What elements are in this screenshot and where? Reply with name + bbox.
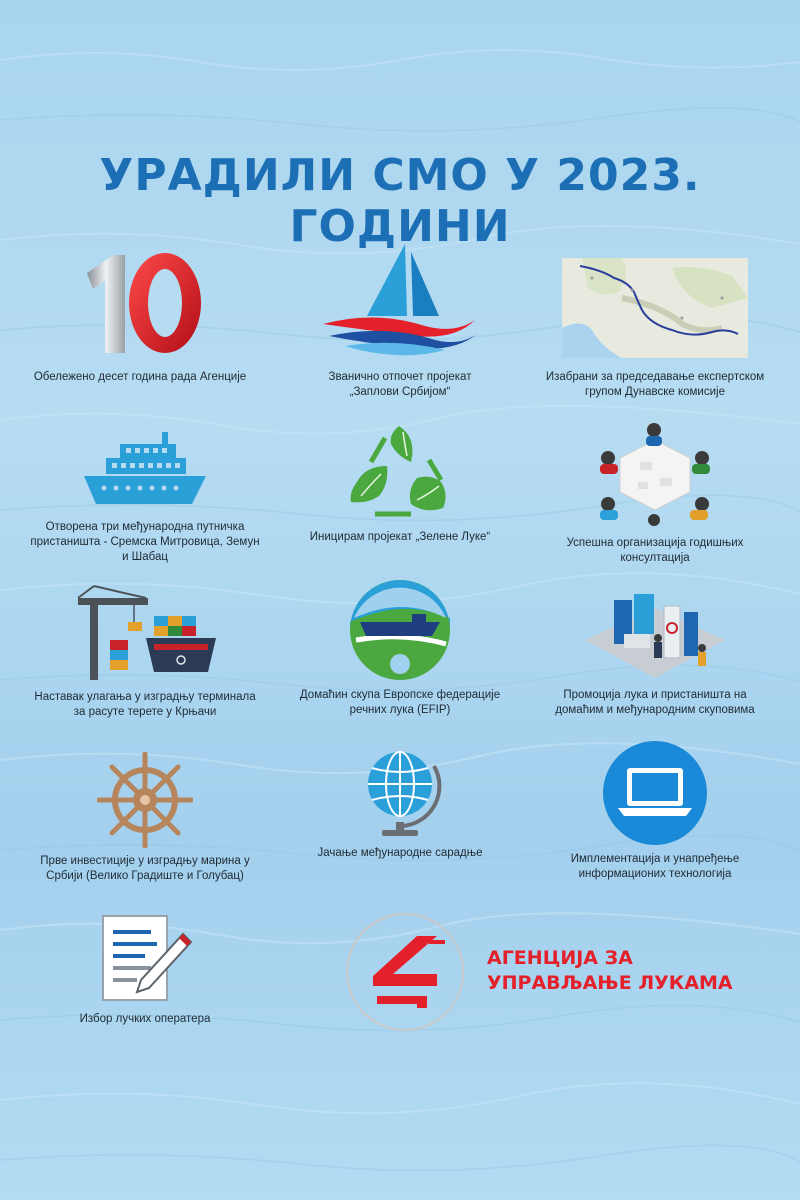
item-green-ports <box>270 422 530 545</box>
caption-line: речних лука (EFIP) <box>349 704 451 716</box>
item-ten-years <box>10 245 270 385</box>
caption-line: Промоција лука и пристаништа на <box>563 689 747 701</box>
caption-line: Домаћин скупа Европске федерације <box>299 689 501 701</box>
caption-line: консултација <box>620 552 690 564</box>
exhibition-booth-icon <box>525 578 785 682</box>
caption-line: домаћим и међународним скуповима <box>555 704 755 716</box>
document-pen-icon <box>15 912 275 1004</box>
laptop-icon <box>525 738 785 848</box>
item-it-systems <box>525 738 785 882</box>
caption-line: Србији (Велико Градиште и Голубац) <box>46 870 244 882</box>
item-consultations <box>525 418 785 566</box>
caption-line: Отворена три међународна путничка <box>45 521 245 533</box>
caption-line: Наставак улагања у изградњу терминала <box>34 691 256 703</box>
caption-line: Имплементација и унапређење <box>570 853 740 865</box>
caption-line: „Заплови Србијом“ <box>349 386 451 398</box>
caption-line: пристаништа - Сремска Митровица, Земун <box>30 536 260 548</box>
number-ten-icon <box>10 245 270 360</box>
meeting-table-icon <box>525 418 785 528</box>
item-krnjaca-terminal <box>15 582 275 720</box>
logo-line: УПРАВЉАЊЕ ЛУКАМА <box>487 972 733 994</box>
caption-line: Јачање међународне сарадње <box>317 847 483 859</box>
caption-line: Успешна организација годишњих <box>566 537 744 549</box>
agency-logo-text <box>487 946 733 996</box>
agency-logo-icon <box>343 910 467 1034</box>
ship-wheel-icon <box>15 752 275 848</box>
item-danube-commission <box>525 258 785 400</box>
item-efip-host <box>270 578 530 718</box>
caption-line: Иницирам пројекат „Зелене Луке“ <box>309 531 491 543</box>
port-crane-ship-icon <box>15 582 275 682</box>
caption-line: и Шабац <box>122 551 168 563</box>
globe-icon <box>270 746 530 840</box>
cruise-ship-icon <box>15 430 275 510</box>
danube-map-icon <box>525 258 785 358</box>
recycle-leaves-icon <box>270 422 530 522</box>
page-title: УРАДИЛИ СМО У 2023. ГОДИНИ <box>99 150 701 252</box>
item-passenger-ports <box>15 430 275 565</box>
ship-emblem-icon <box>270 578 530 682</box>
logo-line: АГЕНЦИЈА ЗА <box>487 947 633 969</box>
caption-line: информационих технологија <box>578 868 732 880</box>
sailboat-waves-icon <box>270 240 530 360</box>
item-international-cooperation <box>270 746 530 861</box>
caption-line: Изабрани за председавање експертском <box>545 371 765 383</box>
caption-line: Прве инвестиције у изградњу марина у <box>40 855 250 867</box>
caption-line: Званично отпочет пројекат <box>328 371 472 383</box>
item-port-operators <box>15 912 275 1027</box>
item-marinas <box>15 752 275 884</box>
caption-line: за расуте терете у Крњачи <box>73 706 217 718</box>
item-ports-promotion <box>525 578 785 718</box>
caption-line: групом Дунавске комисије <box>585 386 725 398</box>
item-sail-serbia <box>270 240 530 400</box>
caption-line: Избор лучких оператера <box>79 1013 211 1025</box>
caption-line: Обележено десет година рада Агенције <box>33 371 247 383</box>
